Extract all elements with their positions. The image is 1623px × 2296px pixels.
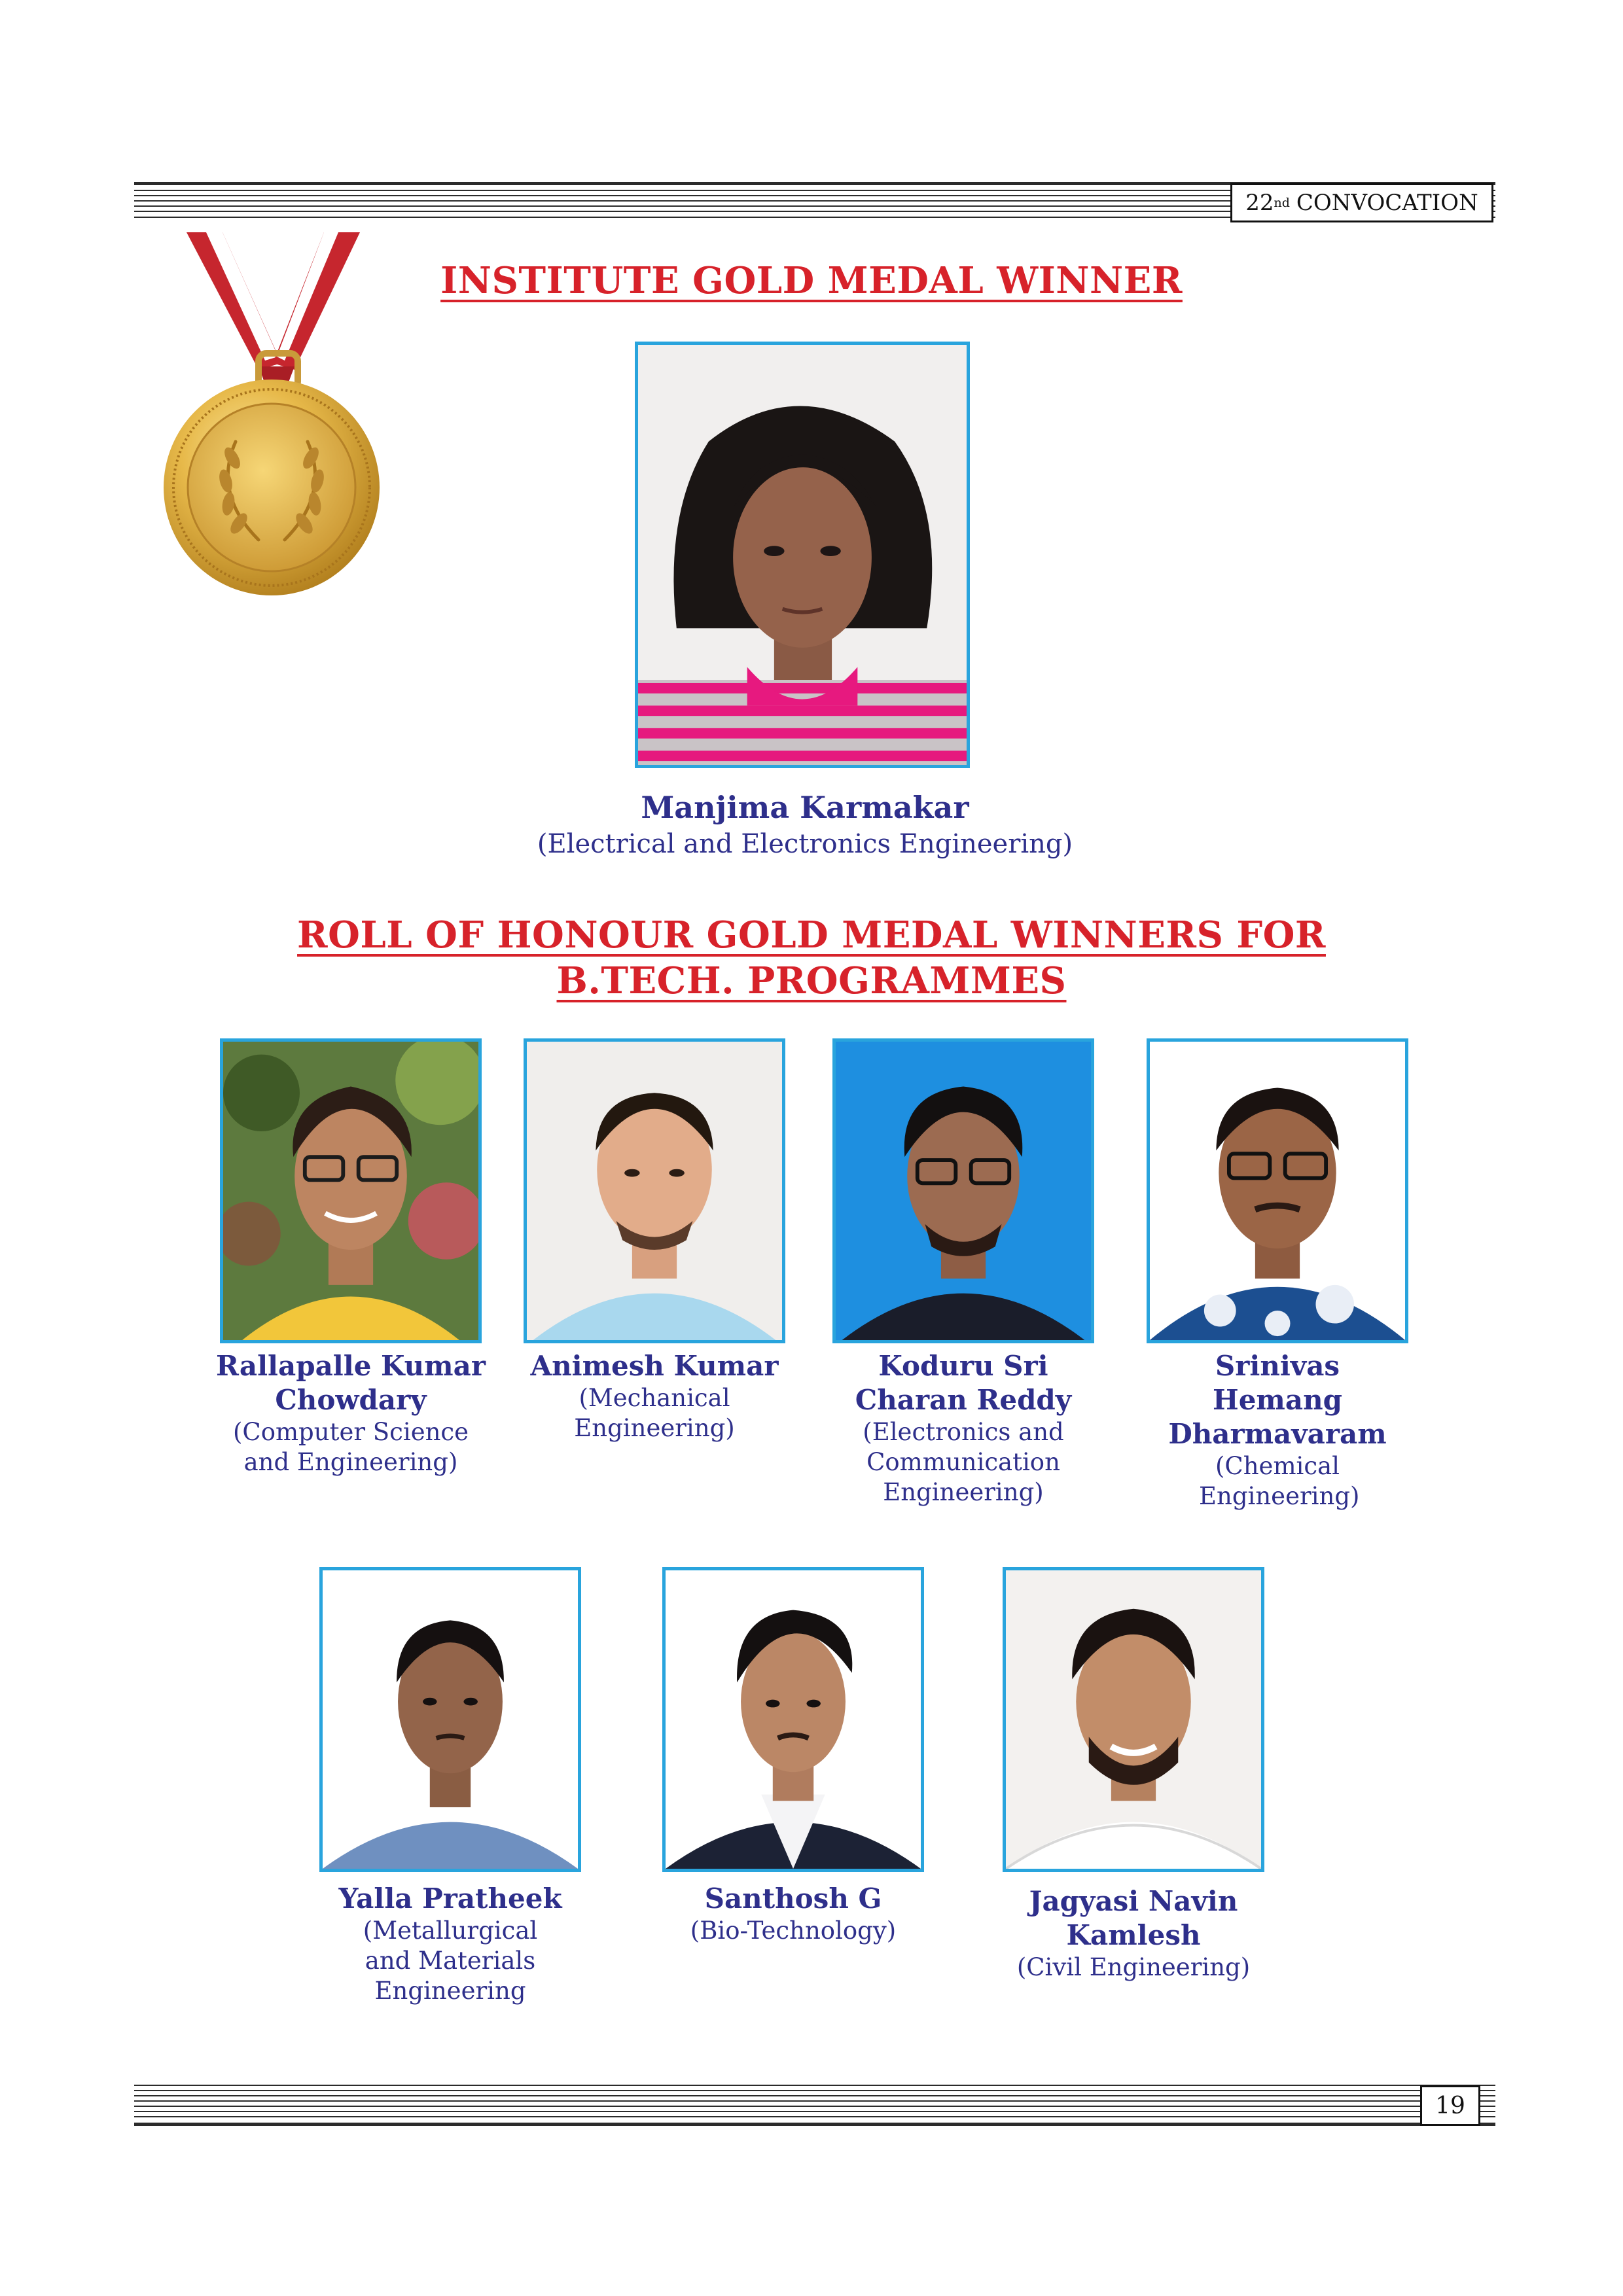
page-number: 19 (1420, 2085, 1480, 2126)
photo-rallapalle-kumar-chowdary (220, 1038, 482, 1343)
photo-yalla-pratheek (319, 1567, 581, 1872)
photo-santhosh-g (662, 1567, 924, 1872)
edition-suffix: nd (1274, 196, 1290, 210)
roll-of-honour-title-line2: B.TECH. PROGRAMMES (556, 959, 1067, 1002)
winner-department: (Mechanical Engineering) (574, 1384, 735, 1442)
winner-department: (Metallurgical and Materials Engineering (363, 1916, 538, 2005)
winner-name: Yalla Pratheek (338, 1882, 562, 1915)
photo-manjima-karmakar (635, 342, 970, 768)
winner-name: Santhosh G (704, 1882, 882, 1915)
caption-rallapalle-kumar-chowdary (207, 1349, 495, 1477)
winner-name: Koduru Sri Charan Reddy (855, 1350, 1072, 1416)
winner-department: (Computer Science and Engineering) (232, 1418, 469, 1476)
roll-of-honour-title-line1: ROLL OF HONOUR GOLD MEDAL WINNERS FOR (297, 913, 1326, 957)
edition-number: 22 (1245, 190, 1274, 216)
winner-name: Manjima Karmakar (641, 790, 969, 825)
footer-rule (134, 2085, 1495, 2127)
caption-animesh-kumar (517, 1349, 792, 1443)
photo-animesh-kumar (524, 1038, 785, 1343)
convocation-label: CONVOCATION (1296, 190, 1478, 216)
caption-yalla-pratheek (313, 1882, 588, 2006)
winner-name: Jagyasi Navin Kamlesh (1029, 1885, 1238, 1951)
winner-name: Animesh Kumar (530, 1350, 779, 1382)
photo-srinivas-hemang-dharmavaram (1147, 1038, 1408, 1343)
winner-department: (Bio-Technology) (690, 1916, 897, 1945)
caption-koduru-sri-charan-reddy (839, 1349, 1088, 1508)
winner-department: (Chemical Engineering) (1199, 1452, 1360, 1510)
winner-name: Srinivas Hemang Dharmavaram (1168, 1350, 1387, 1450)
photo-jagyasi-navin-kamlesh (1003, 1567, 1264, 1872)
caption-santhosh-g (656, 1882, 931, 1946)
photo-koduru-sri-charan-reddy (832, 1038, 1094, 1343)
institute-medal-title: INSTITUTE GOLD MEDAL WINNER (440, 259, 1183, 302)
winner-department: (Civil Engineering) (1016, 1953, 1251, 1981)
winner-department: (Electronics and Communication Engineering) (863, 1418, 1064, 1506)
winner-department: (Electrical and Electronics Engineering) (537, 829, 1073, 859)
convocation-badge (1230, 183, 1493, 222)
caption-jagyasi-navin-kamlesh (963, 1884, 1304, 1983)
main-winner-caption (419, 788, 1191, 861)
caption-srinivas-hemang-dharmavaram (1133, 1349, 1421, 1511)
winner-name: Rallapalle Kumar Chowdary (216, 1350, 486, 1416)
